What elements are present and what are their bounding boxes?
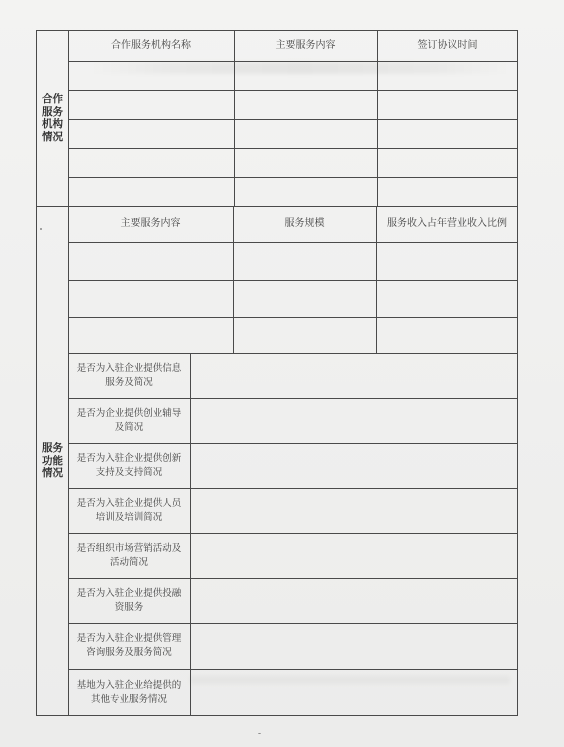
- question-marketing-activities: 是否组织市场营销活动及活动简况: [76, 542, 182, 568]
- func-row-line: [68, 280, 518, 281]
- question-startup-coaching: 是否为企业提供创业辅导及简况: [76, 407, 182, 433]
- scan-speck: [40, 228, 42, 230]
- coop-row-line: [68, 90, 518, 91]
- coop-header-agreement-date: 签订协议时间: [417, 39, 478, 51]
- coop-header-service-content: 主要服务内容: [275, 39, 336, 51]
- coop-row-line: [68, 177, 518, 178]
- func-header-revenue-ratio: 服务收入占年营业收入比例: [387, 218, 507, 229]
- func-header-service-content: 主要服务内容: [120, 218, 181, 229]
- question-innovation-support: 是否为入驻企业提供创新支持及支持简况: [76, 452, 182, 478]
- func-row-line: [68, 242, 518, 243]
- func-row-line: [68, 317, 518, 318]
- func-header-service-scale: 服务规模: [284, 218, 325, 229]
- question-management-consulting: 是否为入驻企业提供管理咨询服务及服务简况: [76, 633, 182, 658]
- question-col-divider: [190, 353, 191, 716]
- scan-speck: [258, 733, 261, 734]
- coop-row-line: [68, 119, 518, 120]
- function-side-label: 服务功能情况: [42, 442, 63, 480]
- coop-row-line: [68, 148, 518, 149]
- question-financing-service: 是否为入驻企业提供投融资服务: [76, 587, 182, 613]
- coop-header-org-name: 合作服务机构名称: [111, 39, 191, 51]
- question-staff-training: 是否为入驻企业提供人员培训及培训简况: [76, 497, 182, 523]
- question-info-service: 是否为入驻企业提供信息服务及简况: [76, 362, 182, 388]
- coop-row-line: [68, 61, 518, 62]
- question-other-services: 基地为入驻企业给提供的其他专业服务情况: [76, 679, 182, 705]
- cooperation-side-label: 合作服务机构情况: [42, 93, 63, 143]
